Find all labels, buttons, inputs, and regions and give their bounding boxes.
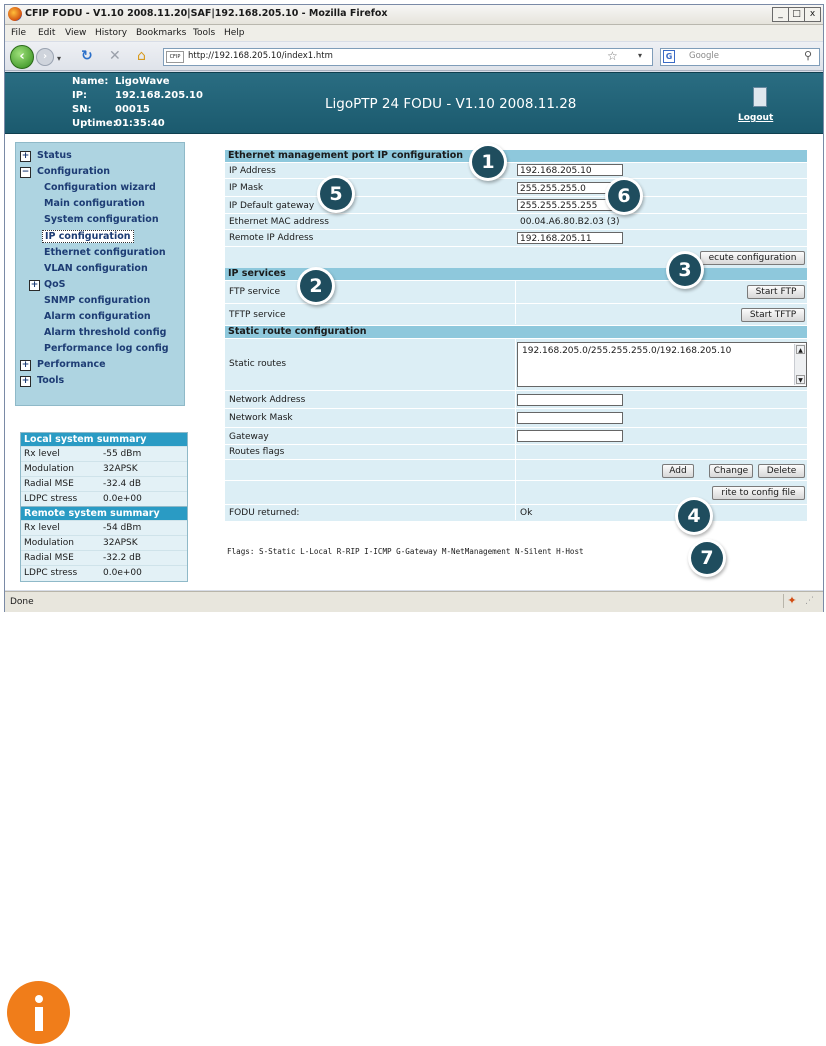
static-route-title: Static route configuration bbox=[225, 326, 807, 338]
sidebar-item-status[interactable]: Status bbox=[37, 150, 72, 161]
summary-value: -32.4 dB bbox=[103, 479, 142, 489]
google-icon[interactable]: G bbox=[663, 50, 675, 63]
network-address-input[interactable] bbox=[517, 394, 623, 406]
menu-file[interactable]: File bbox=[11, 28, 27, 38]
summary-row bbox=[21, 550, 187, 566]
column-divider bbox=[515, 280, 516, 324]
menu-help[interactable]: Help bbox=[224, 28, 245, 38]
ip-address-input[interactable]: 192.168.205.10 bbox=[517, 164, 623, 176]
form-row bbox=[225, 178, 807, 197]
callout-badge: 7 bbox=[691, 542, 723, 574]
local-summary-title: Local system summary bbox=[21, 433, 187, 446]
ip-mask-input[interactable]: 255.255.255.0 bbox=[517, 182, 623, 194]
form-row bbox=[225, 338, 807, 391]
url-bar[interactable] bbox=[163, 48, 653, 66]
summary-value: 0.0e+00 bbox=[103, 568, 142, 578]
default-gateway-label: IP Default gateway bbox=[229, 201, 315, 211]
callout-badge: 3 bbox=[669, 254, 701, 286]
sidebar-item-configuration-wizard[interactable]: Configuration wizard bbox=[44, 182, 156, 193]
gateway-label: Gateway bbox=[229, 432, 269, 442]
callout-badge: 2 bbox=[300, 270, 332, 302]
uptime-label: Uptime: bbox=[72, 118, 117, 129]
callout-badge: 4 bbox=[678, 500, 710, 532]
summary-value: 0.0e+00 bbox=[103, 494, 142, 504]
menu-bar bbox=[5, 25, 823, 41]
expand-icon[interactable]: + bbox=[21, 151, 30, 161]
title-bar bbox=[5, 5, 823, 25]
static-route-entry[interactable]: 192.168.205.0/255.255.255.0/192.168.205.10 bbox=[522, 346, 732, 356]
menu-history[interactable]: History bbox=[95, 28, 128, 38]
fodu-returned-label: FODU returned: bbox=[229, 508, 300, 518]
form-row bbox=[225, 196, 807, 214]
maximize-button[interactable]: □ bbox=[788, 7, 805, 22]
form-row bbox=[225, 390, 807, 409]
search-icon[interactable]: ⚲ bbox=[804, 49, 813, 62]
execute-configuration-button[interactable]: ecute configuration bbox=[700, 251, 805, 265]
column-divider bbox=[515, 338, 516, 520]
page-content bbox=[5, 134, 823, 590]
form-row bbox=[225, 459, 807, 481]
start-tftp-button[interactable]: Start TFTP bbox=[741, 308, 805, 322]
device-title: LigoPTP 24 FODU - V1.10 2008.11.28 bbox=[325, 96, 577, 112]
stop-icon[interactable]: ✕ bbox=[109, 48, 121, 64]
summary-key: Modulation bbox=[24, 538, 74, 548]
summary-key: Radial MSE bbox=[24, 479, 74, 489]
summary-value: -32.2 dB bbox=[103, 553, 142, 563]
mac-address-label: Ethernet MAC address bbox=[229, 217, 329, 227]
eth-section-title: Ethernet management port IP configuration bbox=[225, 150, 807, 162]
network-address-label: Network Address bbox=[229, 395, 306, 405]
mac-address-value: 00.04.A6.80.B2.03 (3) bbox=[520, 217, 620, 227]
menu-bookmarks[interactable]: Bookmarks bbox=[136, 28, 187, 38]
site-favicon: CFIP bbox=[166, 51, 184, 63]
search-input[interactable] bbox=[660, 48, 820, 66]
form-row bbox=[225, 427, 807, 445]
start-ftp-button[interactable]: Start FTP bbox=[747, 285, 805, 299]
name-label: Name: bbox=[72, 76, 109, 87]
sidebar-item-configuration[interactable]: Configuration bbox=[37, 166, 111, 177]
add-button[interactable]: Add bbox=[662, 464, 694, 478]
scrollbar[interactable] bbox=[794, 344, 806, 385]
scroll-down-icon[interactable]: ▼ bbox=[796, 375, 805, 384]
expand-icon[interactable]: + bbox=[21, 376, 30, 386]
collapse-icon[interactable]: − bbox=[21, 167, 30, 177]
sidebar-item-vlan-configuration[interactable]: VLAN configuration bbox=[44, 263, 148, 274]
sidebar-item-ethernet-configuration[interactable]: Ethernet configuration bbox=[44, 247, 166, 258]
summary-key: Rx level bbox=[24, 523, 60, 533]
device-uptime: 01:35:40 bbox=[115, 118, 165, 129]
summary-key: Modulation bbox=[24, 464, 74, 474]
callout-badge: 1 bbox=[472, 146, 504, 178]
callout-badge: 6 bbox=[608, 180, 640, 212]
history-dropdown-icon[interactable]: ▾ bbox=[57, 54, 62, 63]
callout-badge: 5 bbox=[320, 178, 352, 210]
network-mask-label: Network Mask bbox=[229, 413, 293, 423]
summary-value: 32APSK bbox=[103, 464, 138, 474]
bookmark-star-icon[interactable]: ☆ bbox=[607, 49, 618, 63]
firefox-icon bbox=[8, 7, 22, 21]
home-icon[interactable]: ⌂ bbox=[137, 48, 146, 64]
browser-window bbox=[4, 4, 824, 612]
delete-button[interactable]: Delete bbox=[758, 464, 805, 478]
summary-key: LDPC stress bbox=[24, 568, 78, 578]
sidebar-nav bbox=[15, 142, 185, 406]
sidebar-item-performance[interactable]: Performance bbox=[37, 359, 106, 370]
menu-view[interactable]: View bbox=[65, 28, 87, 38]
default-gateway-input[interactable]: 255.255.255.255 bbox=[517, 199, 623, 211]
status-text: Done bbox=[10, 597, 34, 607]
ftp-service-label: FTP service bbox=[229, 287, 281, 297]
device-sn: 00015 bbox=[115, 104, 150, 115]
url-dropdown-icon[interactable]: ▾ bbox=[638, 51, 643, 60]
ip-address-label: IP Address bbox=[229, 166, 276, 176]
summary-row bbox=[21, 491, 187, 507]
sidebar-item-qos[interactable]: QoS bbox=[44, 279, 66, 290]
expand-icon[interactable]: + bbox=[21, 360, 30, 370]
logout-door-icon[interactable] bbox=[753, 87, 767, 107]
form-row bbox=[225, 162, 807, 179]
form-row bbox=[225, 504, 807, 521]
resize-grip-icon[interactable]: ⋰ bbox=[805, 596, 814, 606]
device-header bbox=[5, 72, 823, 135]
menu-edit[interactable]: Edit bbox=[38, 28, 56, 38]
fodu-returned-value: Ok bbox=[520, 508, 533, 518]
gateway-input[interactable] bbox=[517, 430, 623, 442]
info-dot bbox=[35, 995, 43, 1003]
sidebar-item-system-configuration[interactable]: System configuration bbox=[44, 214, 159, 225]
summary-row bbox=[21, 520, 187, 536]
minimize-button[interactable]: _ bbox=[772, 7, 789, 22]
scroll-up-icon[interactable]: ▲ bbox=[796, 345, 805, 354]
expand-icon[interactable]: + bbox=[30, 280, 39, 290]
forward-button[interactable]: › bbox=[36, 48, 54, 66]
info-icon bbox=[7, 981, 70, 1044]
sidebar-item-tools[interactable]: Tools bbox=[37, 375, 65, 386]
change-button[interactable]: Change bbox=[709, 464, 753, 478]
device-ip: 192.168.205.10 bbox=[115, 90, 203, 101]
sidebar-item-ip-configuration[interactable]: IP configuration bbox=[42, 230, 134, 243]
summary-row bbox=[21, 565, 187, 581]
remote-system-summary bbox=[20, 506, 188, 582]
ip-services-title: IP services bbox=[225, 268, 807, 280]
form-row bbox=[225, 480, 807, 505]
form-row bbox=[225, 213, 807, 230]
logout-link[interactable]: Logout bbox=[738, 113, 774, 123]
menu-tools[interactable]: Tools bbox=[193, 28, 216, 38]
addon-icon[interactable]: ✦ bbox=[783, 594, 800, 608]
tftp-service-label: TFTP service bbox=[229, 310, 286, 320]
url-text: http://192.168.205.10/index1.htm bbox=[188, 51, 333, 61]
remote-ip-label: Remote IP Address bbox=[229, 233, 314, 243]
form-row bbox=[225, 444, 807, 460]
status-bar bbox=[5, 591, 823, 612]
form-row bbox=[225, 408, 807, 428]
summary-value: -55 dBm bbox=[103, 449, 142, 459]
reload-icon[interactable]: ↻ bbox=[81, 48, 93, 64]
summary-value: 32APSK bbox=[103, 538, 138, 548]
navigation-toolbar bbox=[5, 42, 823, 71]
ip-mask-label: IP Mask bbox=[229, 183, 264, 193]
ip-label: IP: bbox=[72, 90, 88, 101]
search-placeholder: Google bbox=[689, 51, 719, 61]
remote-ip-input[interactable]: 192.168.205.11 bbox=[517, 232, 623, 244]
sidebar-item-snmp-configuration[interactable]: SNMP configuration bbox=[44, 295, 151, 306]
summary-key: LDPC stress bbox=[24, 494, 78, 504]
sidebar-item-alarm-configuration[interactable]: Alarm configuration bbox=[44, 311, 151, 322]
flags-legend: Flags: S-Static L-Local R-RIP I-ICMP G-Gateway M-NetManagement N-Silent H-Host bbox=[227, 547, 584, 556]
routes-flags-label: Routes flags bbox=[229, 447, 285, 457]
ip-configuration-form bbox=[225, 150, 807, 556]
window-title: CFIP FODU - V1.10 2008.11.20|SAF|192.168.205.10 - Mozilla Firefox bbox=[25, 8, 388, 19]
summary-row bbox=[21, 535, 187, 551]
form-row bbox=[225, 303, 807, 325]
device-name: LigoWave bbox=[115, 76, 170, 87]
close-button[interactable]: x bbox=[804, 7, 821, 22]
static-routes-label: Static routes bbox=[229, 359, 287, 369]
static-routes-list[interactable] bbox=[517, 342, 807, 387]
form-row bbox=[225, 229, 807, 247]
write-config-file-button[interactable]: rite to config file bbox=[712, 486, 805, 500]
summary-value: -54 dBm bbox=[103, 523, 142, 533]
summary-key: Rx level bbox=[24, 449, 60, 459]
sn-label: SN: bbox=[72, 104, 92, 115]
sidebar-item-main-configuration[interactable]: Main configuration bbox=[44, 198, 145, 209]
summary-key: Radial MSE bbox=[24, 553, 74, 563]
remote-summary-title: Remote system summary bbox=[21, 507, 187, 520]
form-row bbox=[225, 246, 807, 269]
summary-row bbox=[21, 476, 187, 492]
sidebar-item-alarm-threshold-config[interactable]: Alarm threshold config bbox=[44, 327, 167, 338]
summary-row bbox=[21, 446, 187, 462]
back-button[interactable]: ‹ bbox=[10, 45, 34, 69]
summary-row bbox=[21, 461, 187, 477]
sidebar-item-performance-log-config[interactable]: Performance log config bbox=[44, 343, 169, 354]
local-system-summary bbox=[20, 432, 188, 508]
network-mask-input[interactable] bbox=[517, 412, 623, 424]
info-bar bbox=[35, 1007, 43, 1031]
